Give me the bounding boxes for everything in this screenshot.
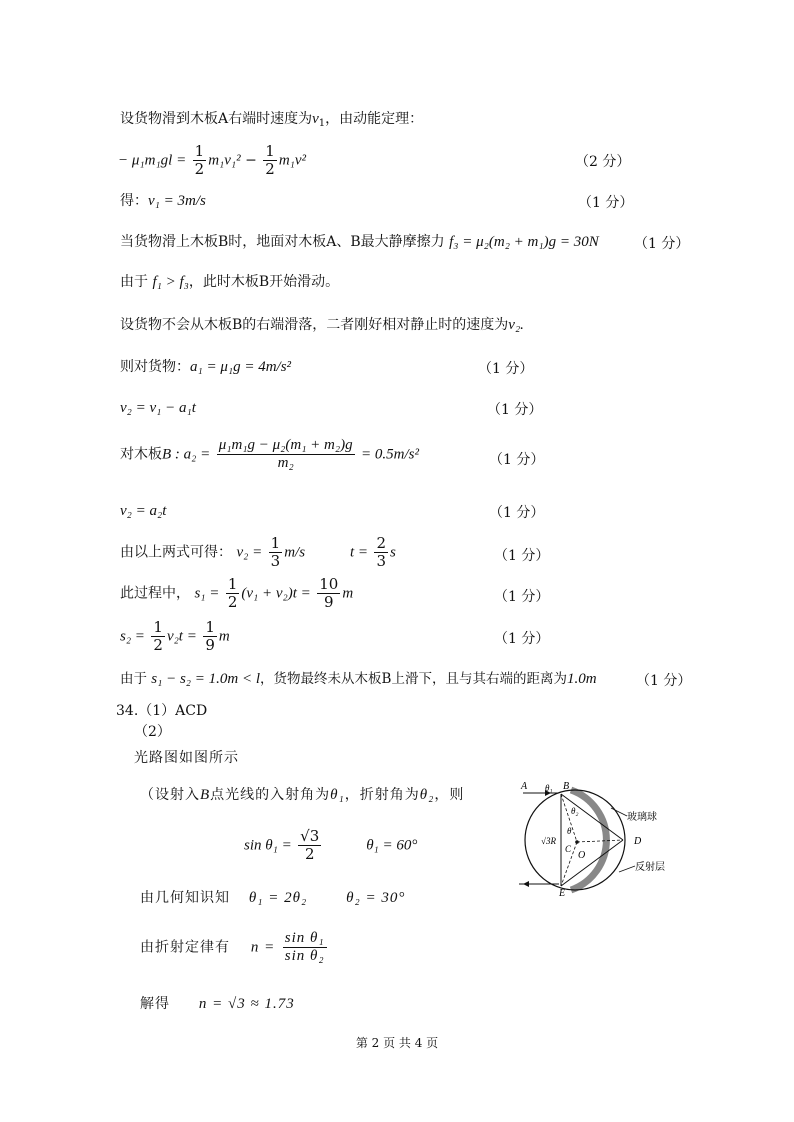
eq10-v2: v₂ =	[236, 544, 263, 561]
eq11-score: （1 分）	[494, 589, 550, 605]
q34-solution	[140, 995, 295, 1013]
q34-geo2: θ₂ = 30°	[346, 890, 406, 906]
intro-var-sub: 1	[318, 118, 326, 129]
eq11-lhs: s₁ =	[194, 585, 220, 602]
q34-sin-frac	[298, 828, 321, 863]
label-c: C	[565, 844, 572, 854]
eq7-expr: v₂ = v₁ − a₁t	[120, 400, 196, 416]
eq10-prefix: 由以上两式可得：	[120, 544, 232, 561]
eq-solve	[120, 535, 396, 570]
eq-conclusion	[120, 670, 597, 688]
eq10-t-num: 2	[376, 534, 386, 552]
eq10-score: （1 分）	[494, 548, 550, 564]
eq11-res	[317, 576, 340, 611]
q34-l2c: 点光线的入射角为	[210, 787, 331, 803]
eq-v2a	[120, 399, 196, 417]
eq12-mid: v₂t =	[166, 628, 197, 645]
label-o: O	[578, 850, 586, 861]
q34-sin-lhs: sin θ₁ =	[244, 837, 292, 854]
eq-s2	[120, 619, 230, 654]
eq13-expr: s₁ − s₂ = 1.0m < l	[151, 671, 261, 687]
eq8-frac	[217, 437, 355, 472]
eq13-val: 1.0m	[566, 671, 597, 687]
eq8-prefix: 对木板	[120, 446, 162, 463]
eq4-tail: ，此时木板B开始滑动。	[188, 274, 340, 290]
eq11-h-num: 1	[227, 575, 238, 593]
q34-l2g: ，则	[434, 787, 465, 803]
eq1-half-a	[193, 143, 207, 178]
q34-l2d: θ₁	[330, 787, 345, 803]
q34-l2a: （设射入	[140, 787, 200, 803]
eq-s1	[120, 576, 353, 611]
eq13-score: （1 分）	[636, 673, 692, 689]
eq5-text: 设货物不会从木板B的右端滑落，二者刚好相对静止时的速度为	[120, 317, 509, 333]
q34-geo1: θ₁ = 2θ₂	[248, 890, 308, 906]
optical-path-figure	[515, 778, 695, 896]
eq10-t-den: 3	[376, 552, 386, 570]
q34-n-frac	[283, 930, 327, 965]
eq1-lhs: − μ₁m₁gl =	[118, 152, 187, 169]
center-dot	[575, 840, 579, 844]
eq1-half-den: 2	[194, 160, 205, 178]
label-b: B	[563, 781, 570, 792]
eq8-num: μ₁m₁g − μ₂(m₁ + m₂)g	[218, 437, 353, 453]
eq3-text: 当货物滑上木板B时，地面对木板A、B最大静摩擦力	[120, 234, 445, 250]
eq1-half-den-b: 2	[265, 160, 275, 178]
intro-text: 设货物滑到木板A右端时速度为	[120, 111, 313, 127]
eq1-term1: m₁v₁²	[208, 152, 241, 169]
q34-n-den: sin θ₂	[284, 948, 325, 964]
eq11-prefix: 此过程中，	[120, 585, 190, 602]
eq12-lhs: s₂ =	[120, 628, 145, 645]
eq11-r-num: 10	[319, 575, 339, 593]
label-reflect: 反射层	[635, 862, 665, 873]
eq12-h-num: 1	[153, 618, 163, 636]
label-theta1: θ₁	[545, 783, 553, 793]
eq12-h-den: 2	[153, 636, 163, 654]
eq8-rhs: = 0.5m/s²	[361, 446, 419, 463]
eq1-term2: m₁v²	[278, 152, 307, 169]
q34-sol-prefix: 解得	[140, 996, 170, 1012]
eq3-score: （1 分）	[634, 236, 690, 252]
intro-var: v	[312, 111, 319, 127]
eq12-unit: m	[218, 628, 230, 645]
label-a: A	[521, 781, 528, 792]
intro-tail: ，由动能定理：	[325, 111, 424, 127]
eq11-half	[226, 576, 240, 611]
eq-assume	[120, 316, 524, 334]
eq13-prefix: 由于	[120, 671, 147, 687]
radius-od	[577, 840, 623, 842]
q34-l2e: ，折射角为	[344, 787, 420, 803]
eq-friction	[120, 233, 599, 251]
eq-compare	[120, 273, 339, 291]
eq8-score: （1 分）	[489, 452, 545, 468]
label-d: D	[634, 836, 642, 847]
q34-l2f: θ₂	[419, 787, 435, 803]
reflect-leader	[619, 866, 635, 872]
eq1-half-b	[263, 143, 277, 178]
eq10-t-frac	[374, 535, 388, 570]
eq10-v2-den: 3	[270, 552, 281, 570]
eq10-v2-frac	[269, 535, 283, 570]
q34-geo	[140, 889, 405, 907]
q34-geo-prefix: 由几何知识知	[140, 890, 230, 906]
eq12-score: （1 分）	[494, 631, 550, 647]
q34-n-num: sin θ₁	[284, 930, 325, 946]
eq2-prefix: 得：	[120, 193, 148, 209]
eq1-half-num: 1	[194, 142, 205, 160]
q34-sol: n = √3 ≈ 1.73	[198, 996, 295, 1012]
eq11-h-den: 2	[227, 593, 238, 611]
q34-sin-num: √3	[300, 827, 320, 845]
eq10-t-unit: s	[390, 544, 396, 561]
q34-title: 34.（1）ACD	[116, 703, 208, 719]
eq6-expr: a₁ = μ₁g = 4m/s²	[190, 359, 292, 375]
eq8-lhs: B : a₂ =	[162, 446, 211, 463]
eq8-den: m₂	[217, 454, 355, 472]
label-sqrt3r: √3R	[541, 836, 556, 846]
q34-l2b: B	[200, 787, 211, 803]
eq10-t: t =	[349, 544, 368, 561]
q34-snell-prefix: 由折射定律有	[140, 939, 230, 956]
eq2-expr: v₁ = 3m/s	[148, 193, 206, 209]
eq11-r-den: 9	[317, 593, 340, 611]
q34-sin	[244, 828, 417, 863]
label-theta: θ	[567, 826, 572, 836]
eq-v1	[120, 192, 206, 210]
page-footer: 第 2 页 共 4 页	[355, 1036, 439, 1050]
eq13-tail: ，货物最终未从木板B上滑下，且与其右端的距离为	[260, 671, 567, 687]
intro-line	[120, 110, 423, 133]
eq5-expr: v₂.	[508, 317, 524, 333]
eq7-score: （1 分）	[487, 402, 543, 418]
eq11-mid: (v₁ + v₂)t =	[241, 585, 311, 602]
eq-a2	[120, 437, 419, 472]
eq4-prefix: 由于	[120, 274, 148, 290]
eq1-minus: −	[245, 152, 257, 169]
q34-line1: 光路图如图所示	[134, 750, 239, 766]
eq12-r-num: 1	[205, 618, 215, 636]
q34-n-lhs: n =	[250, 939, 276, 956]
label-theta2: θ₂	[571, 806, 579, 816]
q34-sin-den: 2	[298, 845, 321, 863]
glass-leader	[611, 808, 627, 816]
eq10-v2-unit: m/s	[284, 544, 306, 561]
q34-theta1: θ₁ = 60°	[366, 837, 418, 854]
q34-line2	[140, 786, 464, 804]
eq6-score: （1 分）	[478, 361, 534, 377]
eq12-r-den: 9	[205, 636, 215, 654]
eq9-score: （1 分）	[489, 505, 545, 521]
q34-sub: （2）	[134, 724, 171, 740]
eq6-prefix: 则对货物：	[120, 359, 190, 375]
eq3-expr: f₃ = μ₂(m₂ + m₁)g = 30N	[449, 234, 599, 250]
eq-a1	[120, 358, 291, 376]
eq2-score: （1 分）	[578, 195, 634, 211]
eq4-expr: f₁ > f₃	[152, 274, 189, 290]
q34-snell	[140, 930, 329, 965]
label-glass: 玻璃球	[627, 812, 657, 823]
eq-energy-theorem	[118, 143, 306, 178]
eq12-half	[151, 619, 165, 654]
label-e: E	[559, 888, 566, 896]
outgoing-arrow	[523, 881, 529, 887]
eq-v2b	[120, 502, 166, 520]
eq9-expr: v₂ = a₂t	[120, 503, 167, 519]
eq1-score: （2 分）	[575, 154, 631, 170]
eq11-unit: m	[342, 585, 354, 602]
eq12-res	[203, 619, 217, 654]
eq1-half-num-b: 1	[265, 142, 275, 160]
eq10-v2-num: 1	[270, 534, 281, 552]
